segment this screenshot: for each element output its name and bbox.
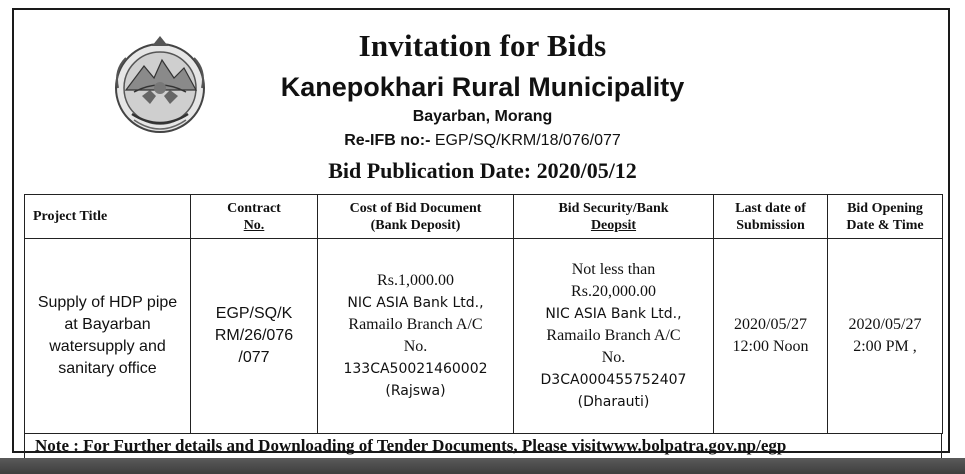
security-cell: Not less than Rs.20,000.00 NIC ASIA Bank Ltd., Ramailo Branch A/C No. D3CA000455752407 (Dharauti) [514,239,714,434]
table-header-row [25,195,943,239]
header-bid-security: Bid Security/Bank Deopsit [514,195,714,239]
header-last-date: Last date of Submission [714,195,828,239]
bid-table [24,194,943,434]
table-row [25,239,943,434]
ifb-number: EGP/SQ/KRM/18/076/077 [430,132,621,149]
organization-name: Kanepokhari Rural Municipality [280,72,685,102]
ifb-label: Re-IFB no:- [344,132,431,149]
header-bid-opening: Bid Opening Date & Time [828,195,943,239]
contract-no-cell: EGP/SQ/K RM/26/076 /077 [191,239,318,434]
publication-date: Bid Publication Date: 2020/05/12 [328,158,637,183]
opening-cell: 2020/05/27 2:00 PM , [828,239,943,434]
header-contract-no: Contract No. [191,195,318,239]
cost-cell: Rs.1,000.00 NIC ASIA Bank Ltd., Ramailo Branch A/C No. 133CA50021460002 (Rajswa) [318,239,514,434]
ifb-number-line [0,132,965,150]
header-cost-of-bid-document: Cost of Bid Document (Bank Deposit) [318,195,514,239]
last-date-cell: 2020/05/27 12:00 Noon [714,239,828,434]
bottom-bar [0,458,965,474]
project-title-cell: Supply of HDP pipe at Bayarban watersupply and sanitary office [25,239,191,434]
organization-address: Bayarban, Morang [412,108,553,125]
page-title: Invitation for Bids [358,28,607,63]
note-line: Note : For Further details and Downloading of Tender Documents, Please visitwww.bolpatra.gov.np/egp [24,433,942,459]
header-project-title: Project Title [25,195,191,239]
